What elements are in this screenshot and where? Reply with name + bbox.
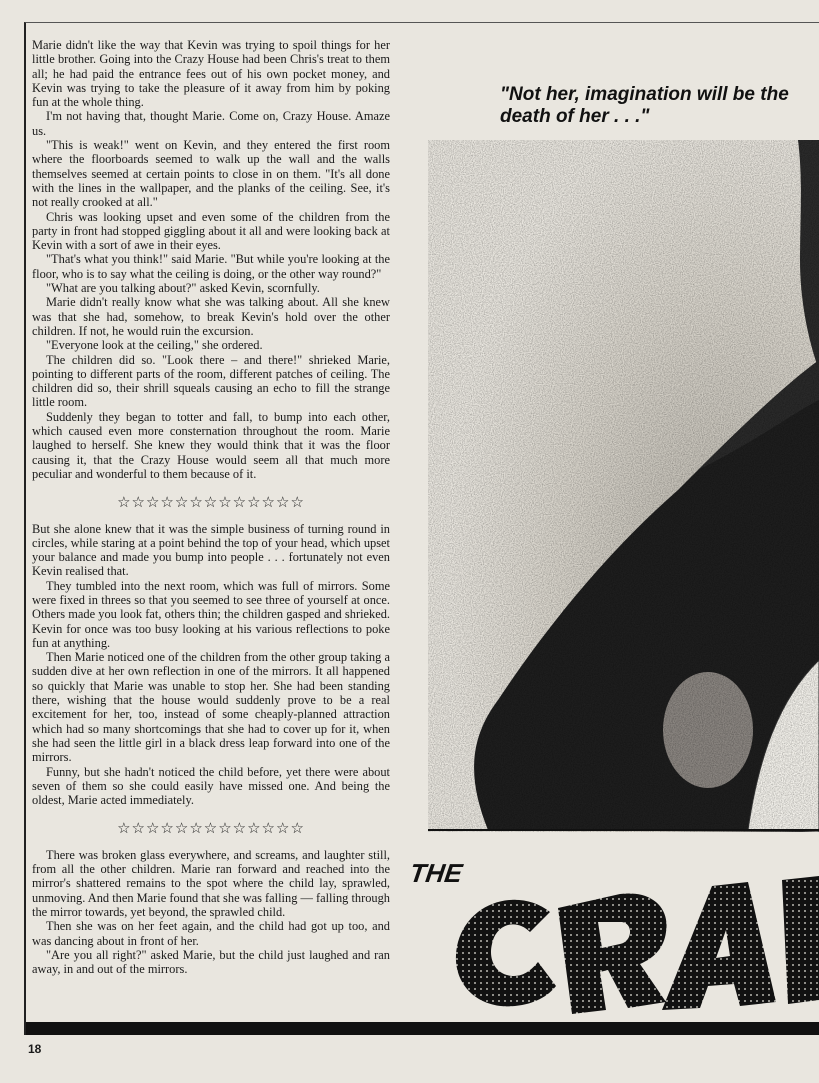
story-paragraph: "What are you talking about?" asked Kevin, scornfully. — [46, 281, 320, 296]
story-paragraph: Then Marie noticed one of the children from the other group taking a sudden dive at her own reflection in one of the mirrors. It all happened so quickly that Marie was unable to stop her. She had been standing there, wishing that the house would suddenly prove to be a real excitement for her, too, instead of some cheaply-planned attraction which had so many shortcomings that she had to cover up for it, when she had seen the little girl in a black dress leap forward into one of the mirrors. — [32, 650, 390, 765]
story-paragraph: "That's what you think!" said Marie. "But while you're looking at the floor, who is to say what the ceiling is doing, or the other way round?" — [32, 252, 390, 281]
story-paragraph: Chris was looking upset and even some of the children from the party in front had stopped giggling about it all and were looking back at Kevin with a sort of awe in their eyes. — [32, 209, 390, 253]
title-logo — [430, 860, 819, 1020]
bottom-rule — [26, 1022, 819, 1035]
star-divider: ☆☆☆☆☆☆☆☆☆☆☆☆☆ — [117, 493, 305, 512]
story-paragraph: Suddenly they began to totter and fall, to bump into each other, which caused even more consternation throughout the room. Marie laughed to herself. She knew they would think that it was the floor causing it, that the Crazy House would seem all that much more peculiar and wonderful to them because of it. — [32, 409, 390, 481]
story-paragraph: But she alone knew that it was the simple business of turning round in circles, while staring at a point behind the top of your head, which upset your balance and made you bump into people . . . fortunately not even Kevin realised that. — [32, 521, 390, 579]
story-paragraph: "Everyone look at the ceiling," she ordered. — [46, 338, 263, 353]
page-number: 18 — [28, 1042, 42, 1056]
story-column — [32, 38, 390, 976]
story-paragraph: Marie didn't really know what she was talking about. All she knew was that she had, somehow, to break Kevin's hold over the other children. If not, he would ruin the excursion. — [32, 295, 390, 338]
story-paragraph: The children did so. "Look there – and there!" shrieked Marie, pointing to different parts of the room, different patches of ceiling. The children did so, their shrill squeals causing an echo to fill the strange little room. — [32, 352, 390, 410]
story-paragraph: Marie didn't like the way that Kevin was trying to spoil things for her little brother. Going into the Crazy House had been Chris's treat to them all; he had paid the entrance fees out of his own pocket money, and Kevin was trying to take the pleasure of it away from him by poking fun at the whole thing. — [32, 38, 390, 110]
title-prefix: THE — [407, 858, 465, 888]
story-paragraph: "Are you all right?" asked Marie, but the child just laughed and ran away, in and out of the mirrors. — [32, 947, 390, 977]
story-paragraph: They tumbled into the next room, which was full of mirrors. Some were fixed in threes so that you seemed to see three of yourself at once. Others made you look fat, others thin; the children gasped and shrieked. Kevin for once was too busy looking at his various reflections to poke fun at anything. — [32, 578, 390, 650]
story-paragraph: "This is weak!" went on Kevin, and they entered the first room where the floorboards seemed to walk up the wall and the walls themselves seemed at certain points to close in on them. "It's all done with the lines in the wallpaper, and the planks of the ceiling. See, it's not really crooked at all." — [32, 138, 390, 210]
pull-quote: "Not her, imagination will be the death of her . . ." — [500, 84, 789, 127]
story-paragraph: Funny, but she hadn't noticed the child before, yet there were about seven of them so she could easily have missed one. And being the oldest, Marie acted immediately. — [32, 764, 390, 808]
figure-illustration — [428, 140, 819, 832]
story-paragraph: There was broken glass everywhere, and screams, and laughter still, from all the other children. Marie ran forward and reached into the mirror's shattered remains to the spot where the child lay, sprawled, unmoving. And then Marie found that she was falling — falling through the mirror towards, yet beyond, the sprawled child. — [32, 847, 390, 919]
story-paragraph: I'm not having that, thought Marie. Come on, Crazy House. Amaze us. — [32, 109, 390, 138]
star-divider: ☆☆☆☆☆☆☆☆☆☆☆☆☆ — [117, 819, 305, 838]
story-paragraph: Then she was on her feet again, and the child had got up too, and was dancing about in front of her. — [32, 919, 390, 948]
